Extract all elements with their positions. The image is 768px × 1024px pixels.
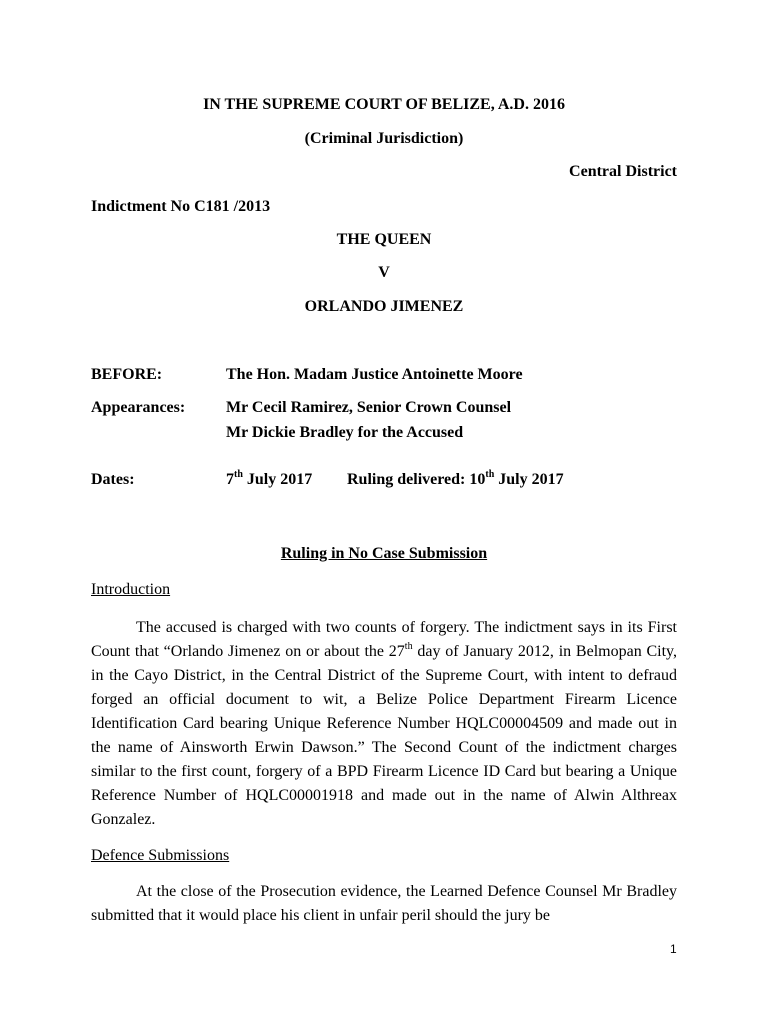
before-value: The Hon. Madam Justice Antoinette Moore [226,366,523,383]
indictment-number: Indictment No C181 /2013 [91,198,271,215]
appearances-label: Appearances: [91,399,186,416]
party-accused: ORLANDO JIMENEZ [304,298,464,315]
hearing-date: 7th July 2017 [226,468,313,488]
introduction-heading: Introduction [91,581,171,598]
defence-heading: Defence Submissions [91,847,230,864]
ruling-date: Ruling delivered: 10th July 2017 [347,468,564,488]
party-prosecution: THE QUEEN [336,231,432,248]
jurisdiction-heading: (Criminal Jurisdiction) [304,130,464,147]
document-title: Ruling in No Case Submission [280,545,488,562]
dates-label: Dates: [91,471,135,488]
appearance-defence: Mr Dickie Bradley for the Accused [226,424,464,441]
defence-paragraph: At the close of the Prosecution evidence, the Learned Defence Counsel Mr Bradley submitted that it would place his client in unfair peril should the jury be [91,883,677,924]
page-number: 1 [670,942,677,956]
versus-label: V [378,264,390,281]
introduction-paragraph: The accused is charged with two counts of forgery. The indictment says in its First Count that “Orlando Jimenez on or about the 27th day of January 2012, in Belmopan City, in the Cayo District, in the Central District of the Supreme Court, with intent to defraud forged an official document to wit, a Belize Police Department Firearm Licence Identification Card bearing Unique Reference Number HQLC00004509 and made out in the name of Ainsworth Erwin Dawson.” The Second Count of the indictment charges similar to the first count, forgery of a BPD Firearm Licence ID Card but bearing a Unique Reference Number of HQLC00001918 and made out in the name of Alwin Althreax Gonzalez. [91,619,678,828]
appearance-crown: Mr Cecil Ramirez, Senior Crown Counsel [226,399,512,416]
before-label: BEFORE: [91,366,163,383]
district-label: Central District [569,163,677,180]
court-heading: IN THE SUPREME COURT OF BELIZE, A.D. 2016 [203,96,565,113]
